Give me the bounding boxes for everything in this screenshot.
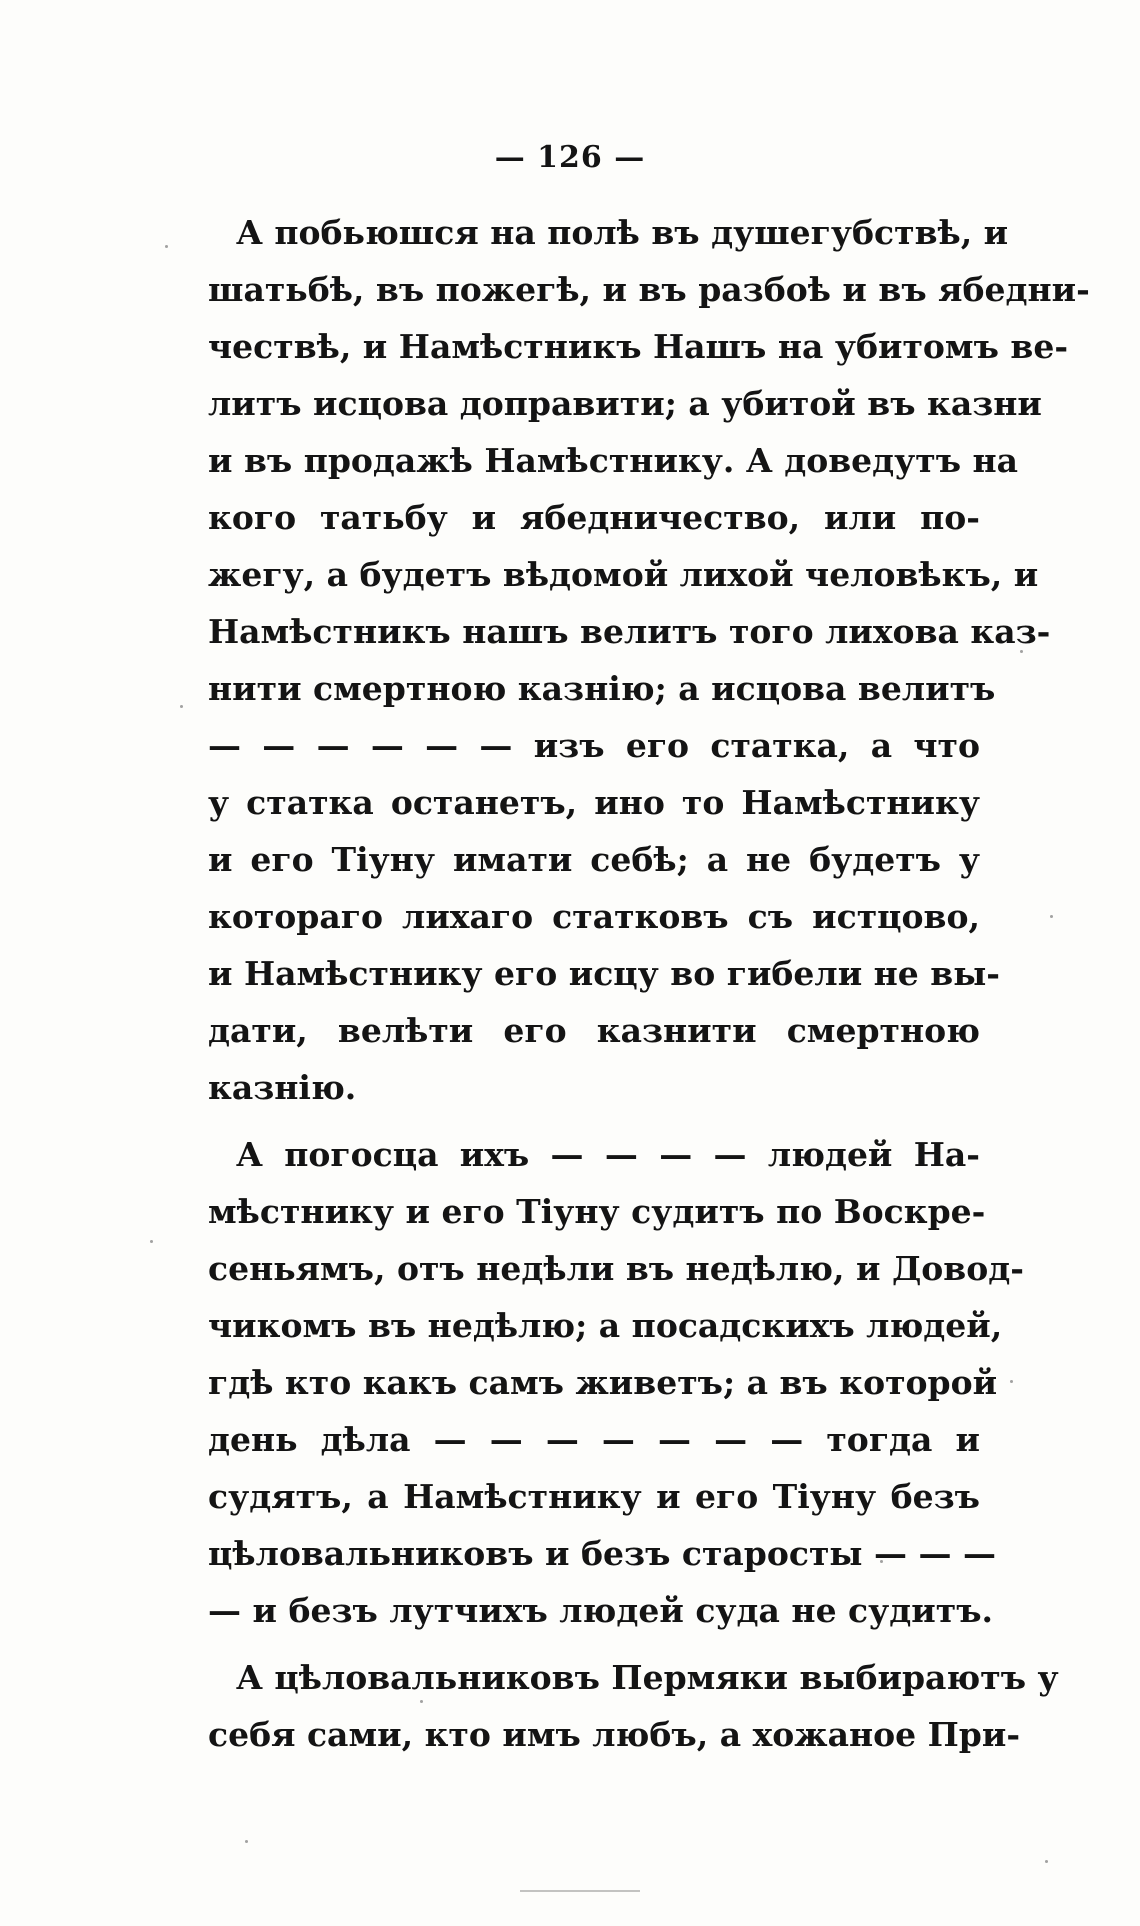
bottom-rule — [520, 1890, 640, 1892]
text-line: А погосца ихъ — — — — людей На- — [236, 1135, 980, 1174]
text-body — [208, 204, 1090, 1773]
text-line: чествѣ, и Намѣстникъ Нашъ на убитомъ ве- — [208, 327, 1069, 366]
text-line: А побьюшся на полѣ въ душегубствѣ, и — [236, 213, 1009, 252]
scan-speck — [880, 1560, 883, 1563]
text-line: чикомъ въ недѣлю; а посадскихъ людей, — [208, 1306, 1003, 1345]
text-line: кого татьбу и ябедничество, или по- — [208, 498, 980, 537]
scan-speck — [1050, 915, 1053, 918]
scan-speck — [1045, 1860, 1048, 1863]
text-line: — — — — — — изъ его статка, а что — [208, 726, 980, 765]
scan-speck — [1020, 650, 1023, 653]
text-line: гдѣ кто какъ самъ живетъ; а въ которой — [208, 1363, 998, 1402]
text-line: судятъ, а Намѣстнику и его Тіуну безъ — [208, 1477, 980, 1516]
text-line: шатьбѣ, въ пожегѣ, и въ разбоѣ и въ ябедни- — [208, 270, 1090, 309]
text-line: сеньямъ, отъ недѣли въ недѣлю, и Довод- — [208, 1249, 1024, 1288]
scan-speck — [165, 245, 168, 248]
scan-speck — [180, 705, 183, 708]
text-line: и его Тіуну имати себѣ; а не будетъ у — [208, 840, 980, 879]
text-line: А цѣловальниковъ Пермяки выбираютъ у — [236, 1658, 1059, 1697]
text-line: литъ исцова доправити; а убитой въ казни — [208, 384, 1042, 423]
paragraph-3 — [208, 1649, 1059, 1763]
text-line: казнію. — [208, 1068, 357, 1107]
text-line: котораго лихаго статковъ съ истцово, — [208, 897, 980, 936]
page-number: — 126 — — [494, 140, 646, 175]
scan-speck — [420, 1700, 423, 1703]
scan-speck — [1010, 1380, 1013, 1383]
scan-speck — [245, 1840, 248, 1843]
text-line: жегу, а будетъ вѣдомой лихой человѣкъ, и — [208, 555, 1039, 594]
scan-speck — [150, 1240, 153, 1243]
text-line: у статка останетъ, ино то Намѣстнику — [208, 783, 980, 822]
text-line: Намѣстникъ нашъ велитъ того лихова каз- — [208, 612, 1051, 651]
paragraph-2 — [208, 1126, 1024, 1639]
text-line: нити смертною казнію; а исцова велитъ — [208, 669, 996, 708]
text-line: себя сами, кто имъ любъ, а хожаное При- — [208, 1715, 1021, 1754]
text-line: и въ продажѣ Намѣстнику. А доведутъ на — [208, 441, 1019, 480]
text-line: — и безъ лутчихъ людей суда не судитъ. — [208, 1591, 993, 1630]
text-line: дати, велѣти его казнити смертною — [208, 1011, 980, 1050]
paragraph-1 — [208, 204, 1090, 1116]
text-line: цѣловальниковъ и безъ старосты — — — — [208, 1534, 996, 1573]
text-line: день дѣла — — — — — — — тогда и — [208, 1420, 980, 1459]
text-line: мѣстнику и его Тіуну судитъ по Воскре- — [208, 1192, 986, 1231]
text-line: и Намѣстнику его исцу во гибели не вы- — [208, 954, 1000, 993]
